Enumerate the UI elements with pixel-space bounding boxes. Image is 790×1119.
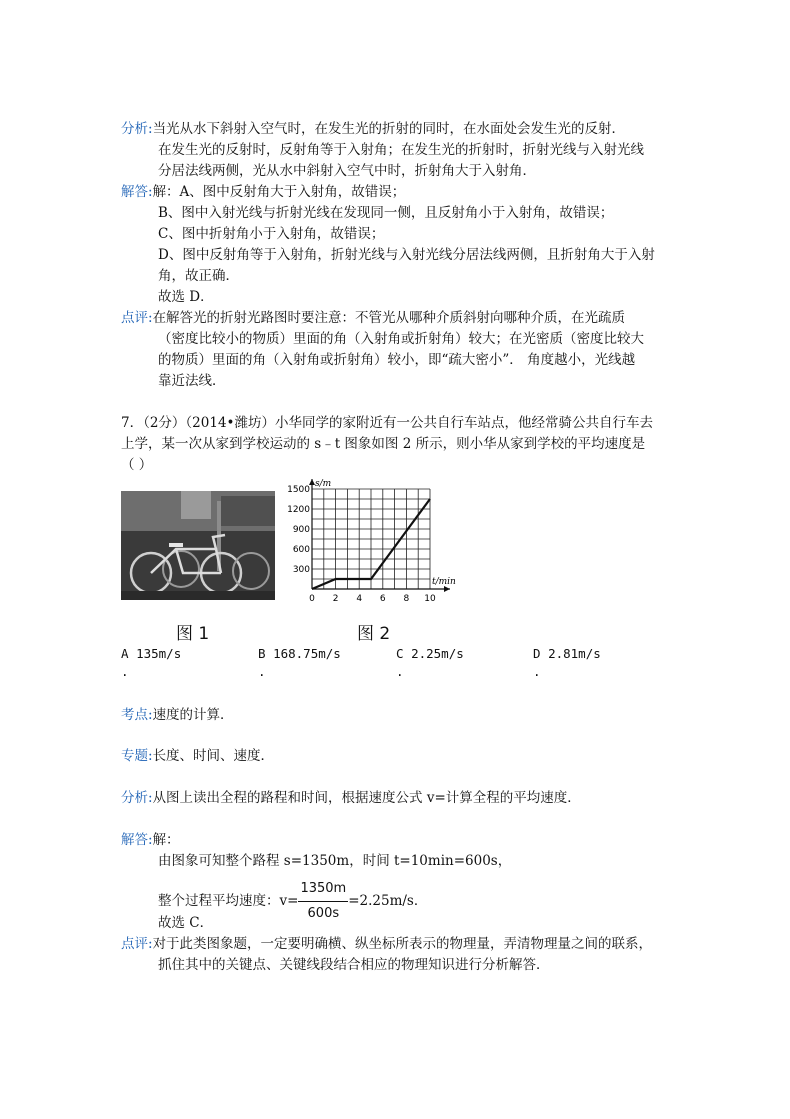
q7-answer-l3-post: =2.25m/s．	[348, 893, 428, 909]
q7-analysis-label: 分析:	[121, 790, 153, 806]
x-tick-label: 2	[332, 594, 339, 604]
q6-answer-l5: 角，故正确．	[158, 268, 239, 284]
q6-analysis-label: 分析:	[121, 121, 153, 137]
figure1-caption: 图 1	[176, 624, 210, 644]
q7-kaodian-row	[121, 706, 234, 724]
q6-comment-l4: 靠近法线．	[158, 373, 226, 389]
bicycle-photo-drawing	[121, 491, 275, 600]
option-c-text: 2.25m/s	[411, 646, 464, 661]
y-tick-label: 600	[292, 545, 310, 555]
q7-answer-l1: 解：	[152, 832, 180, 848]
q6-comment-label: 点评:	[121, 310, 153, 326]
q7-kaodian-label: 考点:	[121, 707, 153, 723]
q7-comment-row	[121, 935, 652, 953]
q6-comment-l1: 在解答光的折射光路图时要注意：不管光从哪种介质斜射向哪种介质，在光疏质	[152, 310, 626, 326]
q6-answer-l6: 故选 D．	[158, 289, 214, 305]
q6-answer-label: 解答:	[121, 184, 153, 200]
option-b[interactable]	[258, 646, 341, 661]
q7-answer-l4: 故选 C．	[158, 915, 214, 931]
fraction-denominator: 600s	[307, 906, 340, 921]
bicycle-photo	[121, 491, 275, 600]
q6-answer-l4: D、图中反射角等于入射角，折射光线与入射光线分居法线两侧，且折射角大于入射	[158, 247, 655, 263]
option-a-dot: .	[121, 664, 129, 679]
x-tick-label: 0	[309, 594, 315, 604]
q7-analysis: 从图上读出全程的路程和时间，根据速度公式 v=计算全程的平均速度．	[152, 790, 581, 806]
x-tick-label: 8	[403, 594, 410, 604]
q7-answer-row	[121, 831, 180, 849]
x-tick-label: 6	[379, 594, 386, 604]
q7-answer-label: 解答:	[121, 832, 153, 848]
q6-analysis-row	[121, 120, 625, 138]
y-tick-label: 1500	[287, 485, 310, 495]
graph-ticks	[287, 485, 436, 604]
option-a-letter: A	[121, 646, 129, 661]
option-a[interactable]	[121, 646, 181, 661]
q6-comment-row	[121, 309, 625, 327]
graph-axes	[309, 479, 450, 592]
q7-stem-l2: 上学，某一次从家到学校运动的 s﹣t 图象如图 2 所示，则小华从家到学校的平均速度是	[121, 436, 646, 452]
q7-comment-l1: 对于此类图象题，一定要明确横、纵坐标所表示的物理量，弄清物理量之间的联系，	[152, 936, 653, 952]
y-tick-label: 900	[292, 525, 310, 535]
q6-analysis-l2: 在发生光的反射时，反射角等于入射角；在发生光的折射时，折射光线与入射光线	[158, 142, 644, 158]
option-c[interactable]	[396, 646, 464, 661]
graph-grid	[312, 489, 430, 589]
q7-zhuanti-row	[121, 747, 274, 765]
q6-answer-l2: B、图中入射光线与折射光线在发现同一侧，且反射角小于入射角，故错误；	[158, 205, 614, 221]
y-tick-label: 300	[292, 565, 310, 575]
speed-fraction	[298, 877, 348, 926]
q7-stem-l3: （ ）	[121, 457, 153, 473]
q6-analysis-l1: 当光从水下斜射入空气时，在发生光的折射的同时，在水面处会发生光的反射．	[152, 121, 626, 137]
option-b-text: 168.75m/s	[273, 646, 341, 661]
q7-analysis-row	[121, 789, 581, 807]
q6-analysis-l3: 分居法线两侧，光从水中斜射入空气中时，折射角大于入射角．	[158, 163, 536, 179]
q7-stem-l1: 7．（2分）（2014•潍坊）小华同学的家附近有一公共自行车站点，他经常骑公共自行车去	[121, 415, 653, 431]
option-d-letter: D	[533, 646, 541, 661]
fraction-numerator: 1350m	[298, 877, 348, 902]
figure2-caption: 图 2	[357, 624, 391, 644]
q7-answer-l2: 由图象可知整个路程 s=1350m，时间 t=10min=600s，	[158, 853, 512, 869]
q7-zhuanti: 长度、时间、速度．	[152, 748, 275, 764]
q6-comment-l2: （密度比较小的物质）里面的角（入射角或折射角）较大；在光密质（密度比较大	[158, 331, 644, 347]
q7-zhuanti-label: 专题:	[121, 748, 153, 764]
y-tick-label: 1200	[287, 505, 310, 515]
x-tick-label: 4	[356, 594, 363, 604]
option-d-text: 2.81m/s	[548, 646, 601, 661]
y-axis-label: s/m	[315, 479, 332, 489]
x-tick-label: 10	[424, 594, 436, 604]
option-c-letter: C	[396, 646, 404, 661]
option-d[interactable]	[533, 646, 601, 661]
q7-kaodian: 速度的计算．	[152, 707, 234, 723]
q7-answer-l3-pre: 整个过程平均速度：v=	[158, 893, 299, 909]
q6-answer-row	[121, 183, 405, 201]
option-d-dot: .	[533, 664, 541, 679]
q6-comment-l3: 的物质）里面的角（入射角或折射角）较小，即“疏大密小”． 角度越小，光线越	[158, 352, 636, 368]
s-t-graph	[287, 475, 470, 607]
q6-answer-l1: 解：A、图中反射角大于入射角，故错误；	[152, 184, 406, 200]
q6-answer-l3: C、图中折射角小于入射角，故错误；	[158, 226, 385, 242]
q7-comment-l2: 抓住其中的关键点、关键线段结合相应的物理知识进行分析解答．	[158, 957, 550, 973]
option-b-letter: B	[258, 646, 266, 661]
x-axis-label: t/min	[432, 577, 456, 587]
q7-comment-label: 点评:	[121, 936, 153, 952]
option-b-dot: .	[258, 664, 266, 679]
option-c-dot: .	[396, 664, 404, 679]
option-a-text: 135m/s	[136, 646, 182, 661]
